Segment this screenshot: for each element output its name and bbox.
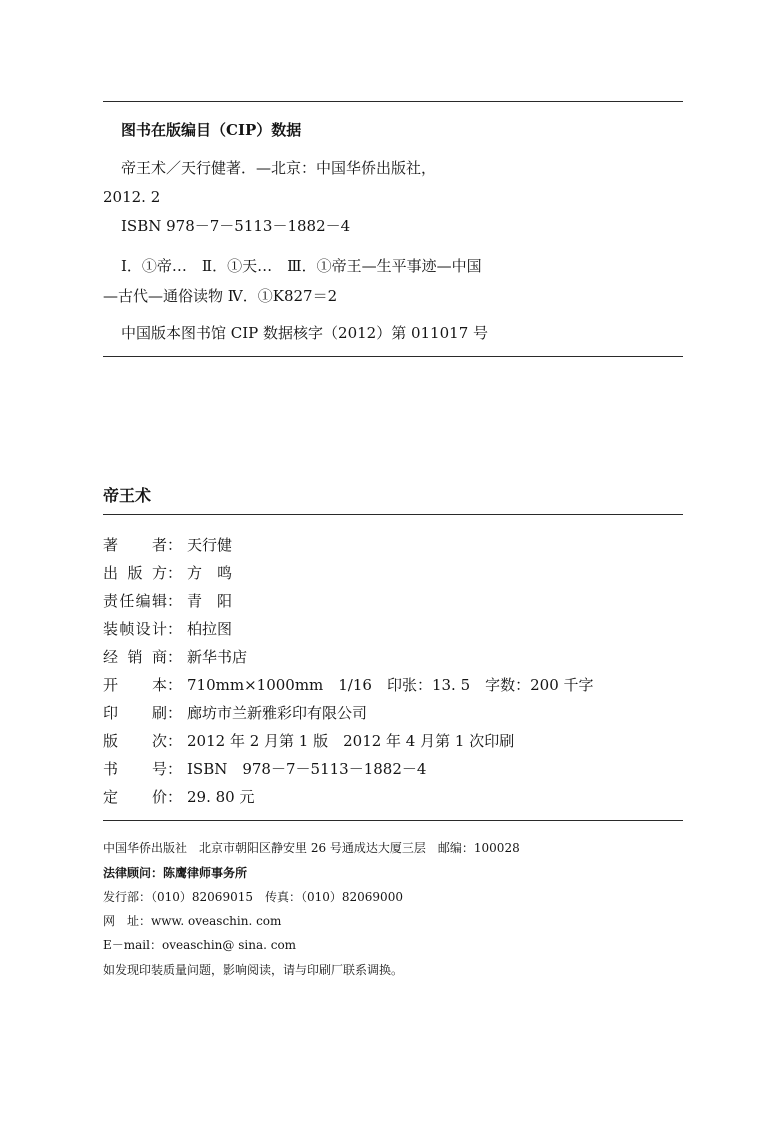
website: 网 址：www. oveaschin. com: [103, 914, 282, 928]
cip-line-1: 帝王术／天行健著．—北京：中国华侨出版社，: [121, 159, 437, 177]
colophon-value: 青 阳: [187, 592, 233, 610]
colophon-value: ISBN 978－7－5113－1882－4: [187, 760, 427, 778]
colophon-label: 责 任 编 辑 ：: [103, 592, 183, 610]
colophon-value: 29. 80 元: [187, 788, 255, 806]
colophon-label: 书 号 ：: [103, 760, 183, 778]
colophon-label: 出 版 方 ：: [103, 564, 183, 582]
colophon-label: 装 帧 设 计 ：: [103, 620, 183, 638]
colophon-label: 版 次 ：: [103, 732, 183, 750]
cip-top-rule: [103, 101, 683, 102]
cip-line-4: Ⅰ．①帝… Ⅱ．①天… Ⅲ．①帝王—生平事迹—中国: [121, 257, 482, 275]
cip-heading: 图书在版编目（CIP）数据: [121, 121, 302, 139]
colophon-label: 定 价 ：: [103, 788, 183, 806]
colophon-value: 廊坊市兰新雅彩印有限公司: [187, 704, 368, 722]
colophon-label: 经 销 商 ：: [103, 648, 183, 666]
colophon-value: 方 鸣: [187, 564, 233, 582]
cip-bottom-rule: [103, 356, 683, 357]
colophon-label-text: 印 刷: [103, 704, 167, 722]
cip-isbn: ISBN 978－7－5113－1882－4: [121, 217, 351, 235]
colophon-label-text: 版 次: [103, 732, 167, 750]
colophon-label: 印 刷 ：: [103, 704, 183, 722]
colophon-label: 开 本 ：: [103, 676, 183, 694]
colophon-label-text: 定 价: [103, 788, 167, 806]
colophon-label-text: 著 者: [103, 536, 167, 554]
email: E－mail：oveaschin@ sina. com: [103, 938, 297, 952]
quality-notice: 如发现印装质量问题，影响阅读，请与印刷厂联系调换。: [103, 963, 404, 977]
colophon-label-text: 责 任 编 辑: [103, 592, 167, 610]
colophon-value: 2012 年 2 月第 1 版 2012 年 4 月第 1 次印刷: [187, 732, 515, 750]
colophon-bottom-rule: [103, 820, 683, 821]
colophon-value: 天行健: [187, 536, 233, 554]
colophon-label-text: 装 帧 设 计: [103, 620, 167, 638]
book-title: 帝王术: [103, 486, 152, 505]
colophon-label: 著 者 ：: [103, 536, 183, 554]
colophon-label-text: 开 本: [103, 676, 167, 694]
colophon-label-text: 经 销 商: [103, 648, 167, 666]
title-rule: [103, 514, 683, 515]
cip-line-5: —古代—通俗读物 Ⅳ．①K827＝2: [103, 287, 338, 305]
colophon-value: 710mm×1000mm 1/16 印张：13. 5 字数：200 千字: [187, 676, 594, 694]
publisher-address: 中国华侨出版社 北京市朝阳区静安里 26 号通成达大厦三层 邮编：100028: [103, 841, 520, 855]
colophon-value: 柏拉图: [187, 620, 233, 638]
legal-counsel: 法律顾问：陈鹰律师事务所: [103, 866, 248, 880]
colophon-label-text: 出 版 方: [103, 564, 167, 582]
cip-line-2: 2012. 2: [103, 188, 161, 206]
cip-line-6: 中国版本图书馆 CIP 数据核字（2012）第 011017 号: [121, 324, 489, 342]
phone-fax: 发行部：（010）82069015 传真：（010）82069000: [103, 890, 403, 904]
colophon-value: 新华书店: [187, 648, 248, 666]
colophon-label-text: 书 号: [103, 760, 167, 778]
